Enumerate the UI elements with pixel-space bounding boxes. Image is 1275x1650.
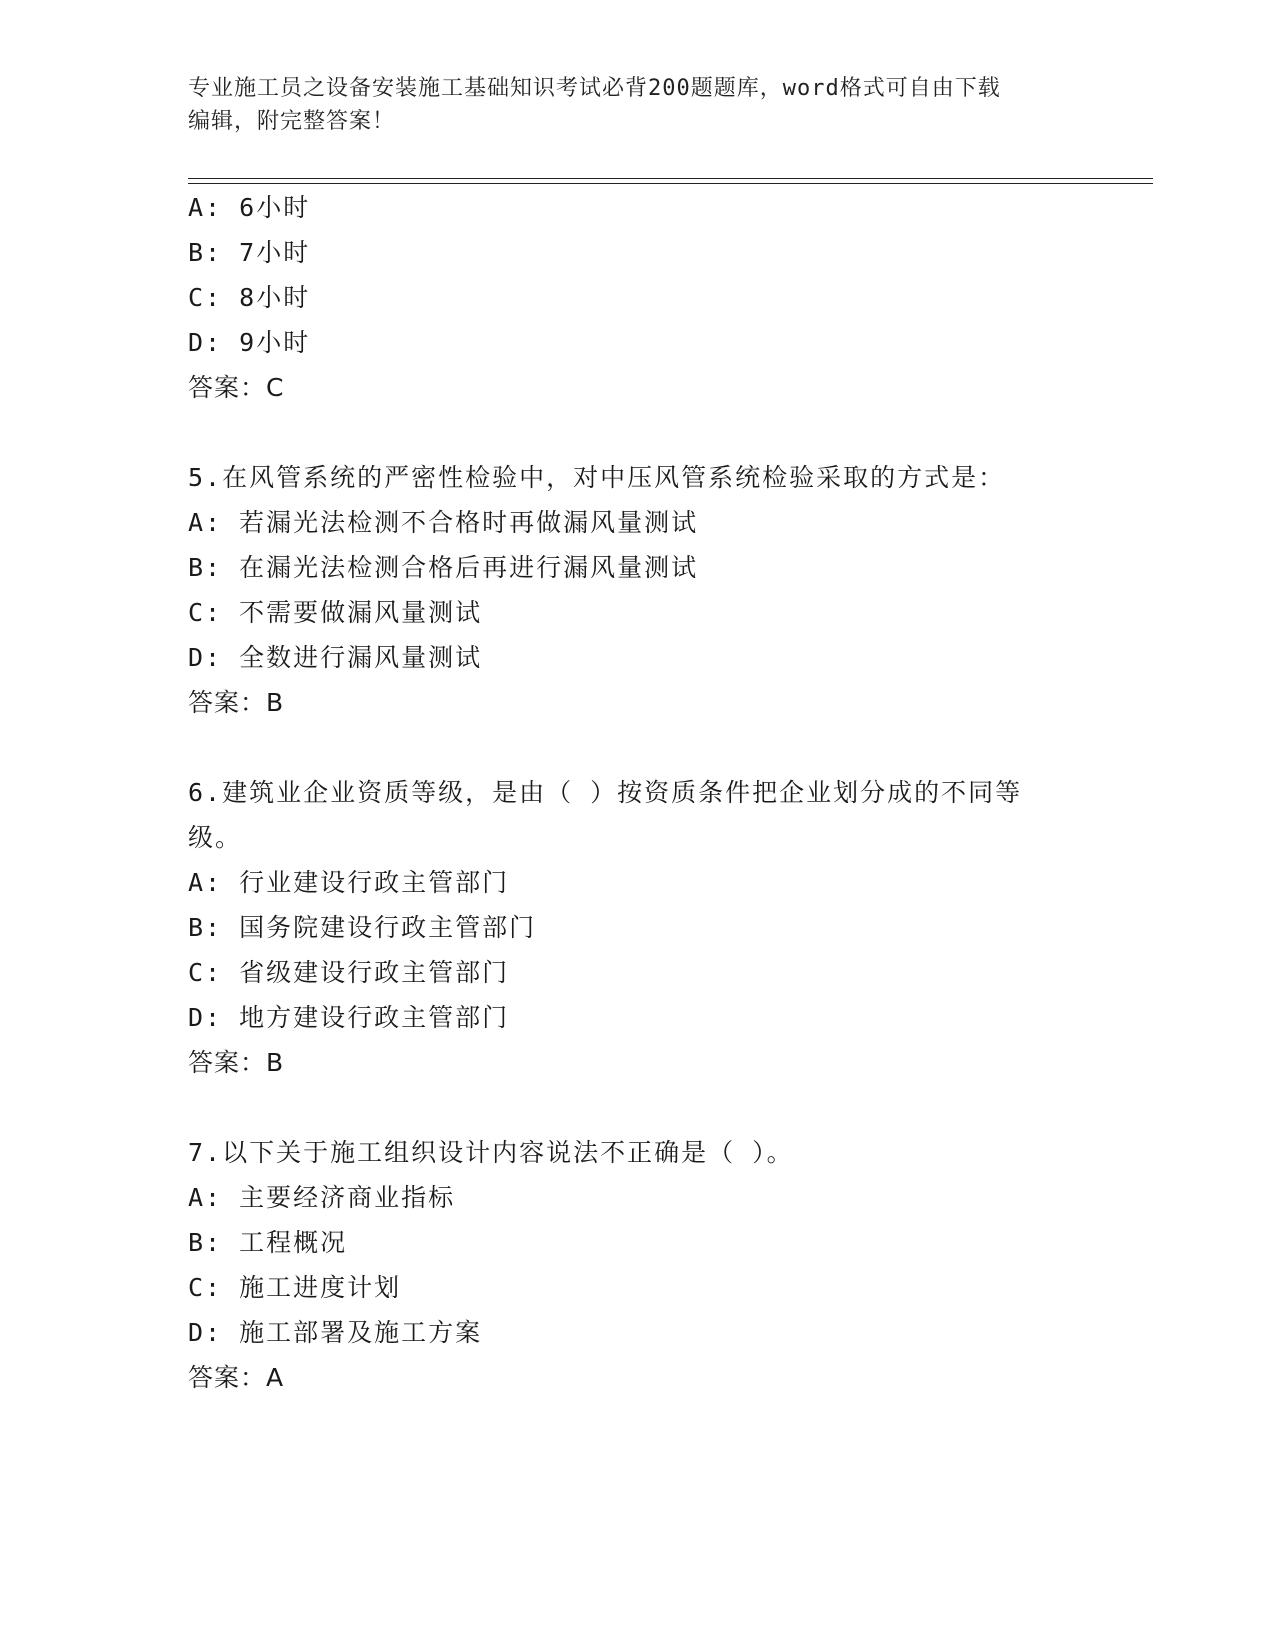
q5-option-d: D: 全数进行漏风量测试	[188, 643, 483, 672]
q5-option-b: B: 在漏光法检测合格后再进行漏风量测试	[188, 553, 699, 582]
q5-option-c: C: 不需要做漏风量测试	[188, 598, 483, 627]
q6-stem-line-1: 6.建筑业企业资质等级，是由（ ）按资质条件把企业划分成的不同等	[188, 778, 1023, 807]
q5-stem: 5.在风管系统的严密性检验中，对中压风管系统检验采取的方式是：	[188, 463, 1006, 492]
q7-option-d: D: 施工部署及施工方案	[188, 1318, 483, 1347]
header-title-line-1: 专业施工员之设备安装施工基础知识考试必背200题题库，word格式可自由下载	[188, 76, 1001, 101]
q6-option-a: A: 行业建设行政主管部门	[188, 868, 510, 897]
q6-answer: 答案：B	[188, 1048, 285, 1077]
q7-option-a: A: 主要经济商业指标	[188, 1183, 456, 1212]
q6-option-b: B: 国务院建设行政主管部门	[188, 913, 537, 942]
header-divider-bottom	[188, 183, 1153, 184]
q7-option-c: C: 施工进度计划	[188, 1273, 402, 1302]
q7-answer: 答案：A	[188, 1363, 285, 1392]
q7-option-b: B: 工程概况	[188, 1228, 348, 1257]
q4-option-d: D: 9小时	[188, 328, 311, 357]
header-title-line-2: 编辑，附完整答案！	[188, 109, 396, 134]
q7-stem: 7.以下关于施工组织设计内容说法不正确是（ ）。	[188, 1138, 794, 1167]
q5-answer: 答案：B	[188, 688, 285, 717]
header-divider-top	[188, 178, 1153, 179]
q6-option-d: D: 地方建设行政主管部门	[188, 1003, 510, 1032]
q6-option-c: C: 省级建设行政主管部门	[188, 958, 510, 987]
q4-option-b: B: 7小时	[188, 238, 311, 267]
q5-option-a: A: 若漏光法检测不合格时再做漏风量测试	[188, 508, 699, 537]
q4-option-c: C: 8小时	[188, 283, 311, 312]
q4-answer: 答案：C	[188, 373, 285, 402]
q6-stem-line-2: 级。	[188, 823, 243, 852]
document-header	[188, 72, 1088, 138]
q4-option-a: A: 6小时	[188, 193, 311, 222]
